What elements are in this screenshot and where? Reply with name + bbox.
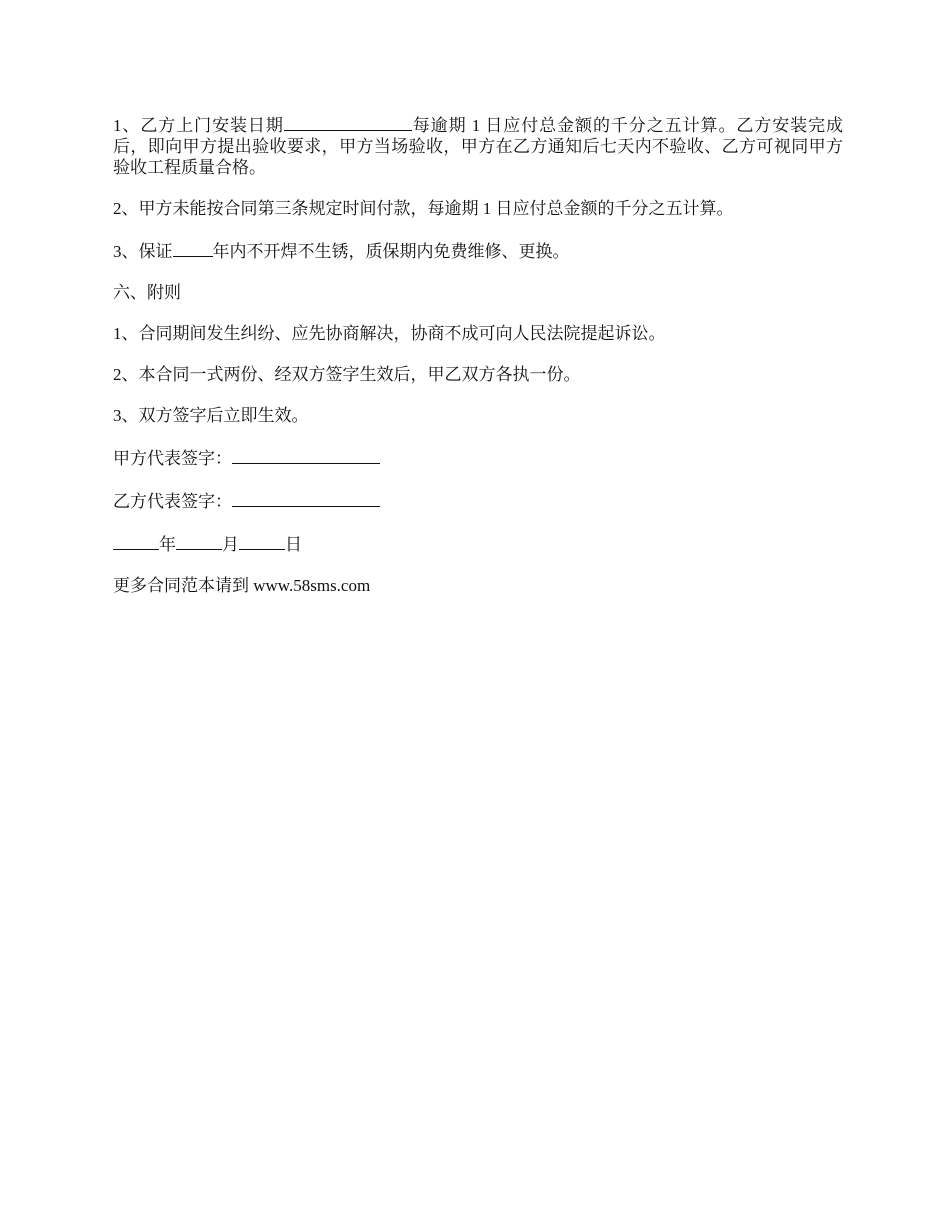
year-label: 年 — [159, 535, 176, 554]
warranty-years-blank — [173, 239, 213, 257]
party-b-signature-blank — [232, 489, 380, 507]
clause-warranty-lead: 3、保证 — [113, 242, 173, 261]
party-a-signature-label: 甲方代表签字： — [113, 449, 232, 468]
month-label: 月 — [222, 535, 239, 554]
party-b-signature-label: 乙方代表签字： — [113, 492, 232, 511]
clause-warranty — [113, 239, 843, 262]
month-blank — [176, 532, 222, 550]
date-line — [113, 532, 843, 555]
document-page — [113, 113, 843, 616]
party-a-signature-blank — [232, 446, 380, 464]
party-b-signature-line — [113, 489, 843, 512]
clause-effective: 3、双方签字后立即生效。 — [113, 406, 309, 425]
clause-installation-date — [113, 113, 843, 178]
footer-note: 更多合同范本请到 www.58sms.com — [113, 576, 371, 595]
clause-copies: 2、本合同一式两份、经双方签字生效后，甲乙双方各执一份。 — [113, 365, 581, 384]
section-title: 六、附则 — [113, 283, 181, 302]
clause-late-payment: 2、甲方未能按合同第三条规定时间付款，每逾期 1 日应付总金额的千分之五计算。 — [113, 199, 734, 218]
day-blank — [239, 532, 285, 550]
clause-installation-date-lead: 1、乙方上门安装日期 — [113, 116, 284, 135]
day-label: 日 — [285, 535, 302, 554]
installation-date-blank — [284, 113, 412, 131]
clause-dispute: 1、合同期间发生纠纷、应先协商解决，协商不成可向人民法院提起诉讼。 — [113, 324, 666, 343]
year-blank — [113, 532, 159, 550]
party-a-signature-line — [113, 446, 843, 469]
clause-warranty-rest: 年内不开焊不生锈，质保期内免费维修、更换。 — [212, 242, 570, 261]
clause-installation-date-rest: 每逾期 1 日应付总金额的千分之五计算。乙方安装完成后，即向甲方提出验收要求，甲方当场验收，甲方在乙方通知后七天内不验收、乙方可视同甲方验收工程质量合格。 — [113, 116, 844, 177]
